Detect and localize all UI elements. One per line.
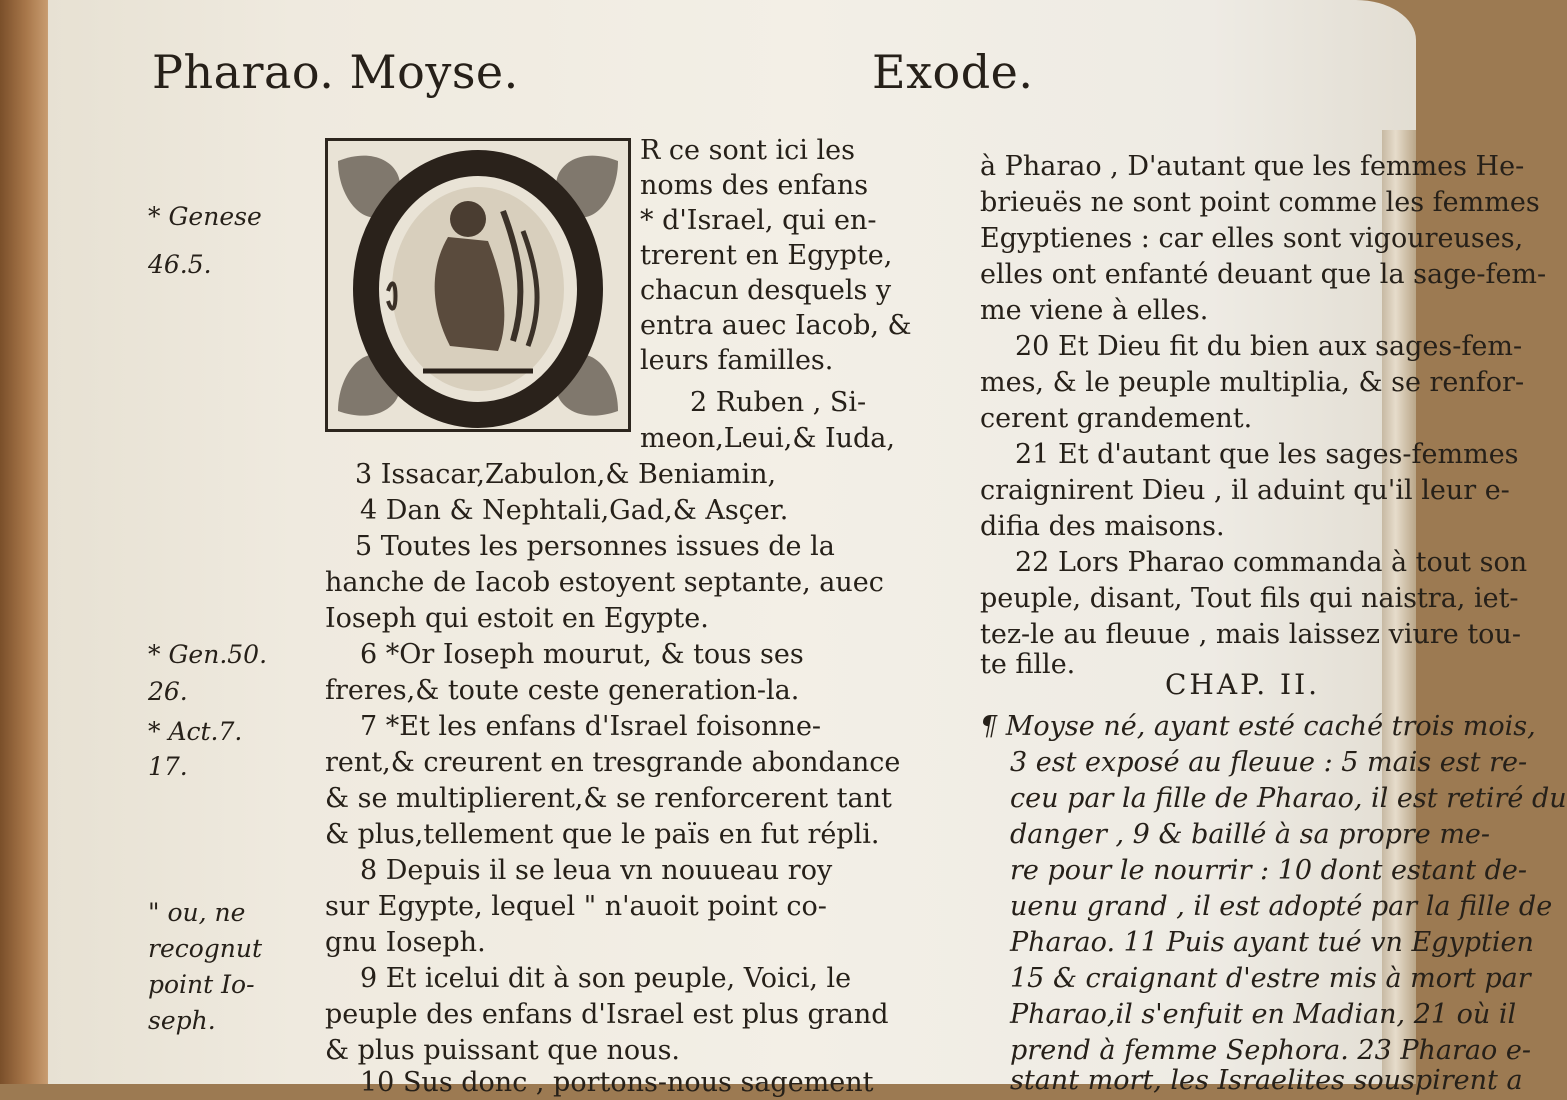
text-line: brieuës ne sont point comme les femmes [980, 187, 1540, 218]
text-line: meon,Leui,& Iuda, [640, 423, 895, 454]
summary-line: ¶ Moyse né, ayant esté caché trois mois, [980, 711, 1536, 742]
text-line: 7 *Et les enfans d'Israel foisonne- [360, 711, 822, 742]
text-line: rent,& creurent en tresgrande abondance [325, 747, 901, 778]
margin-note: 46.5. [148, 250, 212, 279]
margin-note: point Io- [148, 970, 255, 999]
running-head-right: Exode. [872, 45, 1034, 99]
text-line: tez-le au fleuue , mais laissez viure tou- [980, 619, 1521, 650]
text-line: me viene à elles. [980, 295, 1209, 326]
margin-note: * Gen.50. [148, 640, 268, 669]
margin-note: 17. [148, 752, 188, 781]
text-line: & plus,tellement que le païs en fut répli. [325, 819, 880, 850]
summary-line: uenu grand , il est adopté par la fille de [1010, 891, 1553, 922]
margin-note: " ou, ne [148, 898, 246, 927]
text-line: 2 Ruben , Si- [690, 387, 867, 418]
text-line: 8 Depuis il se leua vn nouueau roy [360, 855, 833, 886]
text-line: 20 Et Dieu fit du bien aux sages-fem- [1015, 331, 1523, 362]
summary-line: Pharao,il s'enfuit en Madian, 21 où il [1010, 999, 1517, 1030]
text-line: chacun desquels y [640, 275, 892, 306]
text-line: R ce sont ici les [640, 135, 855, 166]
text-line: leurs familles. [640, 345, 834, 376]
text-line: 3 Issacar,Zabulon,& Beniamin, [355, 459, 777, 490]
margin-note: * Act.7. [148, 717, 243, 746]
text-line: te fille. [980, 649, 1076, 680]
text-line: elles ont enfanté deuant que la sage-fem- [980, 259, 1547, 290]
ornamental-woodcut-initial-icon [325, 138, 631, 432]
text-line: 9 Et icelui dit à son peuple, Voici, le [360, 963, 852, 994]
text-line: trerent en Egypte, [640, 240, 893, 271]
text-line: 6 *Or Ioseph mourut, & tous ses [360, 639, 804, 670]
text-line: craignirent Dieu , il aduint qu'il leur e- [980, 475, 1510, 506]
text-line: & plus puissant que nous. [325, 1035, 681, 1066]
woodcut-illustration [328, 141, 628, 429]
summary-line: 3 est exposé au fleuue : 5 mais est re- [1010, 747, 1528, 778]
text-line: 21 Et d'autant que les sages-femmes [1015, 439, 1519, 470]
text-line: cerent grandement. [980, 403, 1253, 434]
margin-note: * Genese [148, 202, 262, 231]
text-line: hanche de Iacob estoyent septante, auec [325, 567, 884, 598]
text-line: freres,& toute ceste generation-la. [325, 675, 800, 706]
text-line: 4 Dan & Nephtali,Gad,& Asçer. [360, 495, 789, 526]
text-line: entra auec Iacob, & [640, 310, 912, 341]
text-line: peuple, disant, Tout fils qui naistra, iet- [980, 583, 1519, 614]
margin-note: seph. [148, 1006, 216, 1035]
text-line: * d'Israel, qui en- [640, 205, 877, 236]
text-line: peuple des enfans d'Israel est plus grand [325, 999, 889, 1030]
summary-line: Pharao. 11 Puis ayant tué vn Egyptien [1010, 927, 1534, 958]
running-head-left: Pharao. Moyse. [152, 45, 519, 99]
summary-line: ceu par la fille de Pharao, il est retiré du [1010, 783, 1567, 814]
text-line: à Pharao , D'autant que les femmes He- [980, 151, 1525, 182]
text-line: gnu Ioseph. [325, 927, 486, 958]
margin-note: 26. [148, 677, 188, 706]
text-line: 5 Toutes les personnes issues de la [355, 531, 835, 562]
text-line: noms des enfans [640, 170, 869, 201]
text-line: Egyptienes : car elles sont vigoureuses, [980, 223, 1524, 254]
summary-line: re pour le nourrir : 10 dont estant de- [1010, 855, 1528, 886]
text-line: & se multiplierent,& se renforcerent tant [325, 783, 892, 814]
margin-note: recognut [148, 934, 263, 963]
text-line: mes, & le peuple multiplia, & se renfor- [980, 367, 1525, 398]
summary-line: prend à femme Sephora. 23 Pharao e- [1010, 1035, 1531, 1066]
text-line: 10 Sus donc , portons-nous sagement [360, 1067, 874, 1098]
summary-line: stant mort, les Israelites souspirent a [1010, 1065, 1523, 1096]
summary-line: 15 & craignant d'estre mis à mort par [1010, 963, 1531, 994]
summary-line: danger , 9 & baillé à sa propre me- [1010, 819, 1491, 850]
text-line: 22 Lors Pharao commanda à tout son [1015, 547, 1528, 578]
text-line: sur Egypte, lequel " n'auoit point co- [325, 891, 827, 922]
text-line: Ioseph qui estoit en Egypte. [325, 603, 709, 634]
chapter-heading: CHAP. II. [1165, 668, 1321, 701]
text-line: difia des maisons. [980, 511, 1225, 542]
